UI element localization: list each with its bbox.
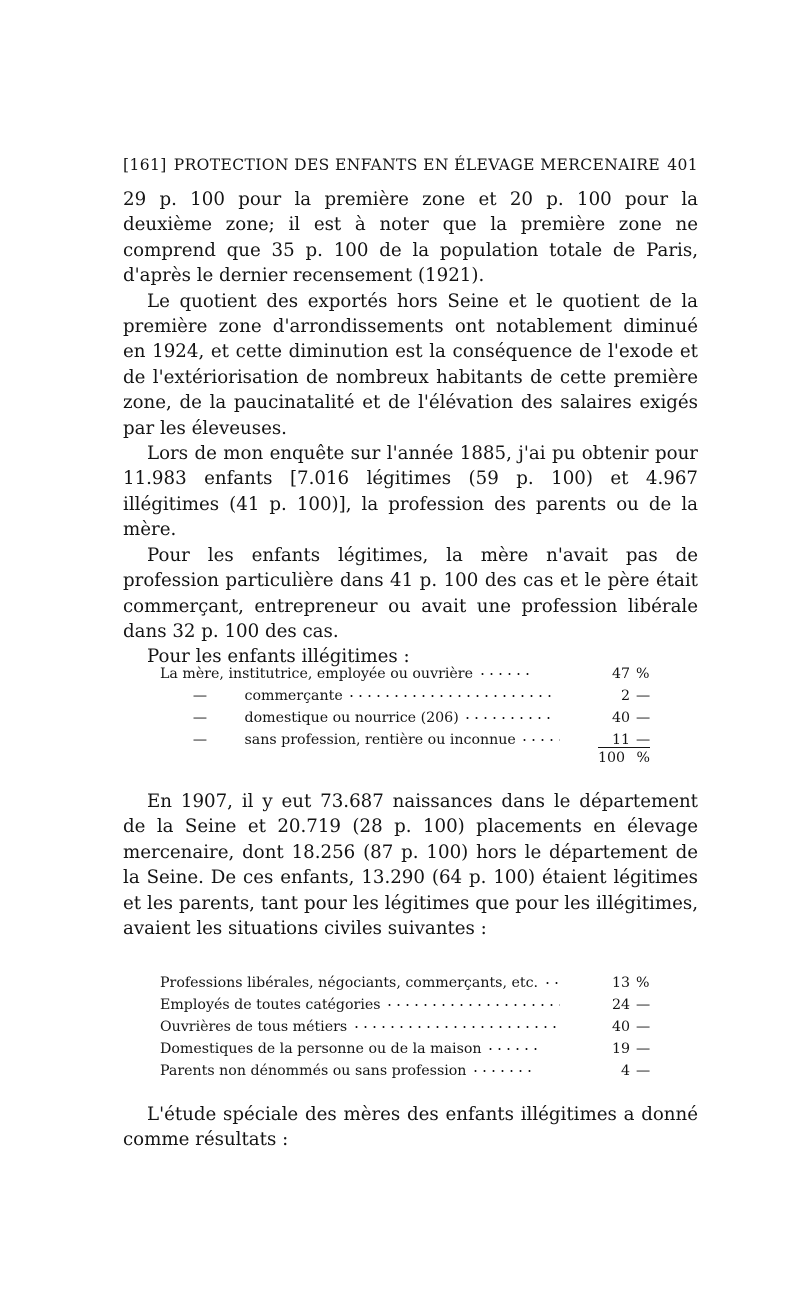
row-label: Professions libérales, négociants, commerçants, etc. <box>160 975 539 991</box>
dot-leader <box>347 688 557 700</box>
row-prefix: La mère, <box>160 666 224 682</box>
paragraph: Le quotient des exportés hors Seine et le quotient de la première zone d'arrondissements ont notablement diminué en 1924, et cette diminution est la conséquence de l'exode et de l'extériorisation de nombreux habitants de cette première zone, de la paucinatalité et de l'élévation des salaires exigés par les éleveuses. <box>123 290 698 439</box>
row-value: 2 <box>620 688 630 704</box>
paragraph: Pour les enfants légitimes, la mère n'avait pas de profession particulière dans 41 p. 100 des cas et le père était commerçant, entrepreneur ou avait une profession libérale dans 32 p. 100 des cas. <box>123 544 698 642</box>
text-block-top <box>123 187 698 670</box>
dot-leader <box>463 710 553 722</box>
row-value: 47 <box>611 666 630 682</box>
row-label: Ouvrières de tous métiers <box>160 1019 348 1035</box>
row-prefix: — <box>192 688 208 704</box>
page-reference: [161] <box>123 156 167 174</box>
text-block-bottom <box>123 1102 698 1153</box>
running-title: PROTECTION DES ENFANTS EN ÉLEVAGE MERCENAIRE <box>173 156 661 174</box>
table-row <box>160 707 660 729</box>
table-row <box>160 1038 660 1060</box>
row-value: 4 <box>620 1063 630 1079</box>
row-unit: — <box>636 1041 651 1057</box>
row-value: 19 <box>611 1041 630 1057</box>
row-prefix: — <box>192 732 208 748</box>
row-value: 40 <box>611 710 630 726</box>
row-unit: — <box>636 997 651 1013</box>
table-total <box>598 747 650 766</box>
row-label: commerçante <box>244 688 343 704</box>
row-value: 11 <box>611 732 630 748</box>
row-value: 24 <box>611 997 630 1013</box>
dot-leader <box>471 1063 536 1075</box>
dot-leader <box>486 1041 541 1053</box>
row-unit: — <box>636 1063 651 1079</box>
row-prefix: — <box>192 710 208 726</box>
paragraph: En 1907, il y eut 73.687 naissances dans le département de la Seine et 20.719 (28 p. 100) placements en élevage mercenaire, dont 18.256 (87 p. 100) hors le département de la Seine. De ces enfants, 13.290 (64 p. 100) étaient légitimes et les parents, tant pour les légitimes que pour les illégitimes, avaient les situations civiles suivantes : <box>123 791 698 940</box>
table-row <box>160 1060 660 1082</box>
row-label: Domestiques de la personne ou de la maison <box>160 1041 482 1057</box>
row-value: 40 <box>611 1019 630 1035</box>
row-label: Parents non dénommés ou sans profession <box>160 1063 467 1079</box>
paragraph: Lors de mon enquête sur l'année 1885, j'ai pu obtenir pour 11.983 enfants [7.016 légitimes (59 p. 100) et 4.967 illégitimes (41 p. 100)], la profession des parents ou de la mère. <box>123 443 698 541</box>
table-row <box>160 685 660 707</box>
dot-leader <box>352 1019 562 1031</box>
running-header <box>123 156 698 174</box>
dot-leader <box>478 666 533 678</box>
dot-leader <box>543 975 563 987</box>
row-label: Employés de toutes catégories <box>160 997 381 1013</box>
row-unit: % <box>636 666 650 682</box>
row-unit: % <box>636 975 650 991</box>
table-row <box>160 1016 660 1038</box>
paragraph: Pour les enfants illégitimes : <box>147 646 410 668</box>
table-row <box>160 663 660 685</box>
total-unit: % <box>636 750 650 766</box>
table-row <box>160 972 660 994</box>
row-unit: — <box>636 1019 651 1035</box>
dot-leader <box>385 997 560 1009</box>
table-row <box>160 729 660 751</box>
row-label: institutrice, employée ou ouvrière <box>228 666 473 682</box>
table-illegitimate-mothers <box>160 663 660 751</box>
paragraph: 29 p. 100 pour la première zone et 20 p. 100 pour la deuxième zone; il est à noter que la première zone ne comprend que 35 p. 100 de la population totale de Paris, d'après le dernier recensement (1921). <box>123 189 698 287</box>
total-value: 100 <box>598 750 626 766</box>
row-value: 13 <box>611 975 630 991</box>
paragraph: L'étude spéciale des mères des enfants illégitimes a donné comme résultats : <box>123 1104 698 1151</box>
row-unit: — <box>636 688 651 704</box>
page-number: 401 <box>667 156 698 174</box>
row-label: sans profession, rentière ou inconnue <box>244 732 516 748</box>
row-unit: — <box>636 710 651 726</box>
row-label: domestique ou nourrice (206) <box>244 710 459 726</box>
table-row <box>160 994 660 1016</box>
dot-leader <box>520 732 560 744</box>
text-block-middle <box>123 789 698 941</box>
table-civil-situations <box>160 972 660 1082</box>
row-unit: — <box>636 732 651 748</box>
